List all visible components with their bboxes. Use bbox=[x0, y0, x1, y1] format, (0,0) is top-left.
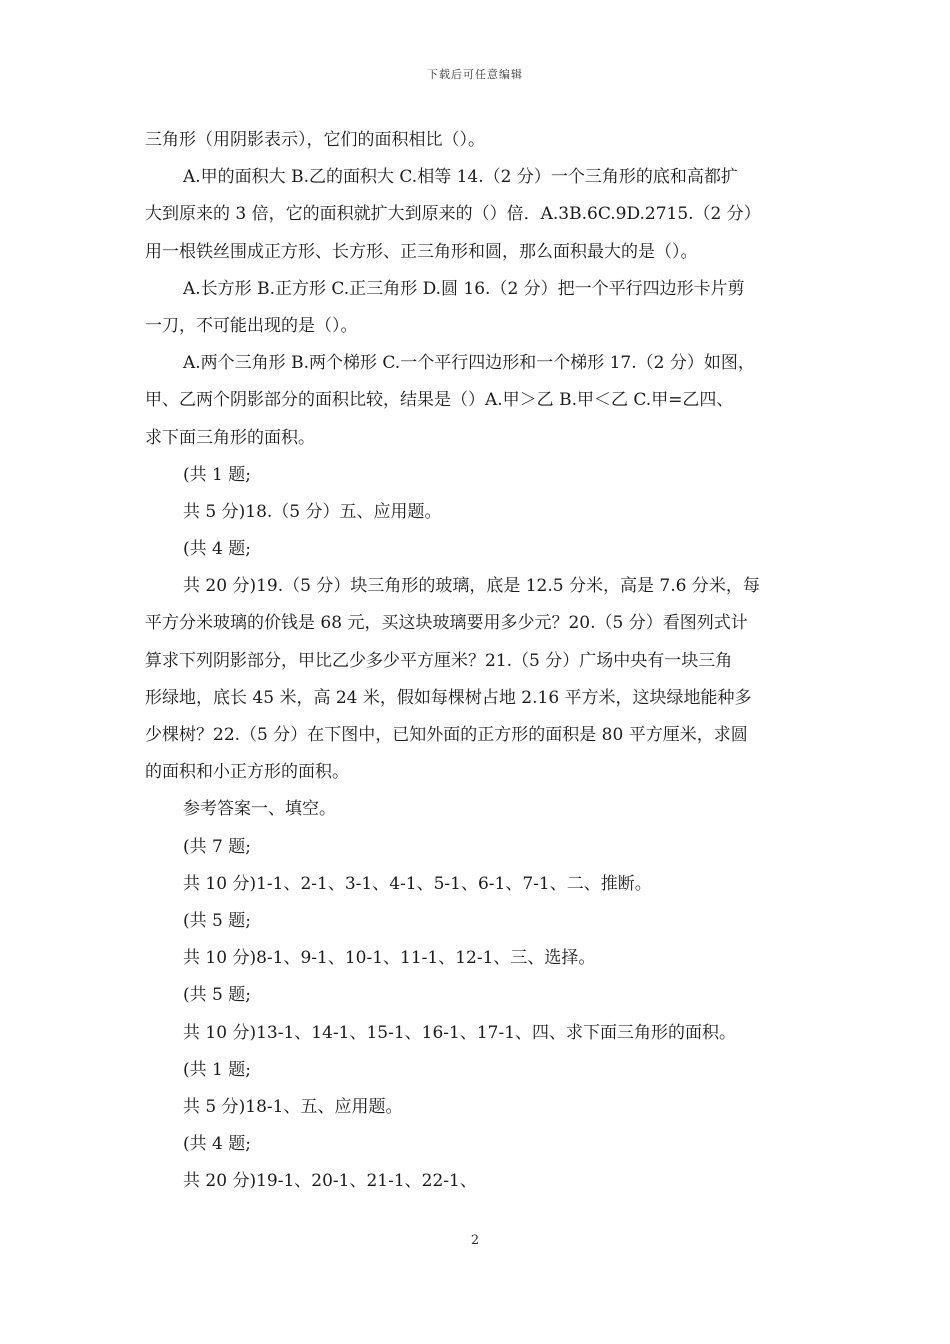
text-line: 用一根铁丝围成正方形、长方形、正三角形和圆，那么面积最大的是（）。 bbox=[145, 241, 698, 262]
text-line: 形绿地，底长 45 米，高 24 米，假如每棵树占地 2.16 平方米，这块绿地能种多 bbox=[145, 687, 752, 708]
text-line: 共 10 分)1-1、2-1、3-1、4-1、5-1、6-1、7-1、二、推断。 bbox=[183, 873, 652, 894]
text-line: 共 10 分)8-1、9-1、10-1、11-1、12-1、三、选择。 bbox=[183, 948, 596, 969]
text-line: 平方分米玻璃的价钱是 68 元，买这块玻璃要用多少元？20.（5 分）看图列式计 bbox=[145, 613, 748, 634]
page-number: 2 bbox=[470, 1233, 480, 1248]
text-line: (共 7 题; bbox=[183, 836, 251, 857]
text-line: 甲、乙两个阴影部分的面积比较，结果是（）A.甲＞乙 B.甲＜乙 C.甲=乙四、 bbox=[145, 390, 734, 411]
text-line: 三角形（用阴影表示），它们的面积相比（）。 bbox=[145, 130, 485, 150]
text-line: 的面积和小正方形的面积。 bbox=[145, 762, 349, 783]
text-line: A.长方形 B.正方形 C.正三角形 D.圆 16.（2 分）把一个平行四边形卡片剪 bbox=[183, 278, 745, 299]
text-line: (共 1 题; bbox=[183, 1059, 251, 1080]
document-body bbox=[145, 122, 825, 1200]
text-line: (共 5 题; bbox=[183, 985, 251, 1006]
text-line: 求下面三角形的面积。 bbox=[145, 427, 315, 448]
text-line: 共 10 分)13-1、14-1、15-1、16-1、17-1、四、求下面三角形的面积。 bbox=[183, 1022, 737, 1043]
text-line: 共 5 分)18.（5 分）五、应用题。 bbox=[183, 501, 442, 522]
text-line: 共 5 分)18-1、五、应用题。 bbox=[183, 1096, 403, 1117]
text-line: 大到原来的 3 倍，它的面积就扩大到原来的（）倍．A.3B.6C.9D.2715.（2 分） bbox=[145, 204, 761, 225]
text-line: 共 20 分)19-1、20-1、21-1、22-1、 bbox=[183, 1171, 477, 1192]
text-line: A.甲的面积大 B.乙的面积大 C.相等 14.（2 分）一个三角形的底和高都扩 bbox=[183, 167, 738, 188]
text-line: 参考答案一、填空。 bbox=[183, 799, 336, 820]
text-line: (共 4 题; bbox=[183, 539, 251, 560]
text-line: 算求下列阴影部分，甲比乙少多少平方厘米？21.（5 分）广场中央有一块三角 bbox=[145, 650, 733, 671]
text-line: A.两个三角形 B.两个梯形 C.一个平行四边形和一个梯形 17.（2 分）如图， bbox=[183, 353, 755, 374]
text-line: (共 4 题; bbox=[183, 1134, 251, 1155]
text-line: 一刀，不可能出现的是（）。 bbox=[145, 315, 358, 336]
text-line: 共 20 分)19.（5 分）块三角形的玻璃，底是 12.5 分米，高是 7.6 分米，每 bbox=[183, 576, 760, 597]
text-line: (共 1 题; bbox=[183, 464, 251, 485]
text-line: (共 5 题; bbox=[183, 910, 251, 931]
page-header: 下载后可任意编辑 bbox=[427, 68, 523, 81]
text-line: 少棵树？22.（5 分）在下图中，已知外面的正方形的面积是 80 平方厘米，求圆 bbox=[145, 725, 748, 745]
